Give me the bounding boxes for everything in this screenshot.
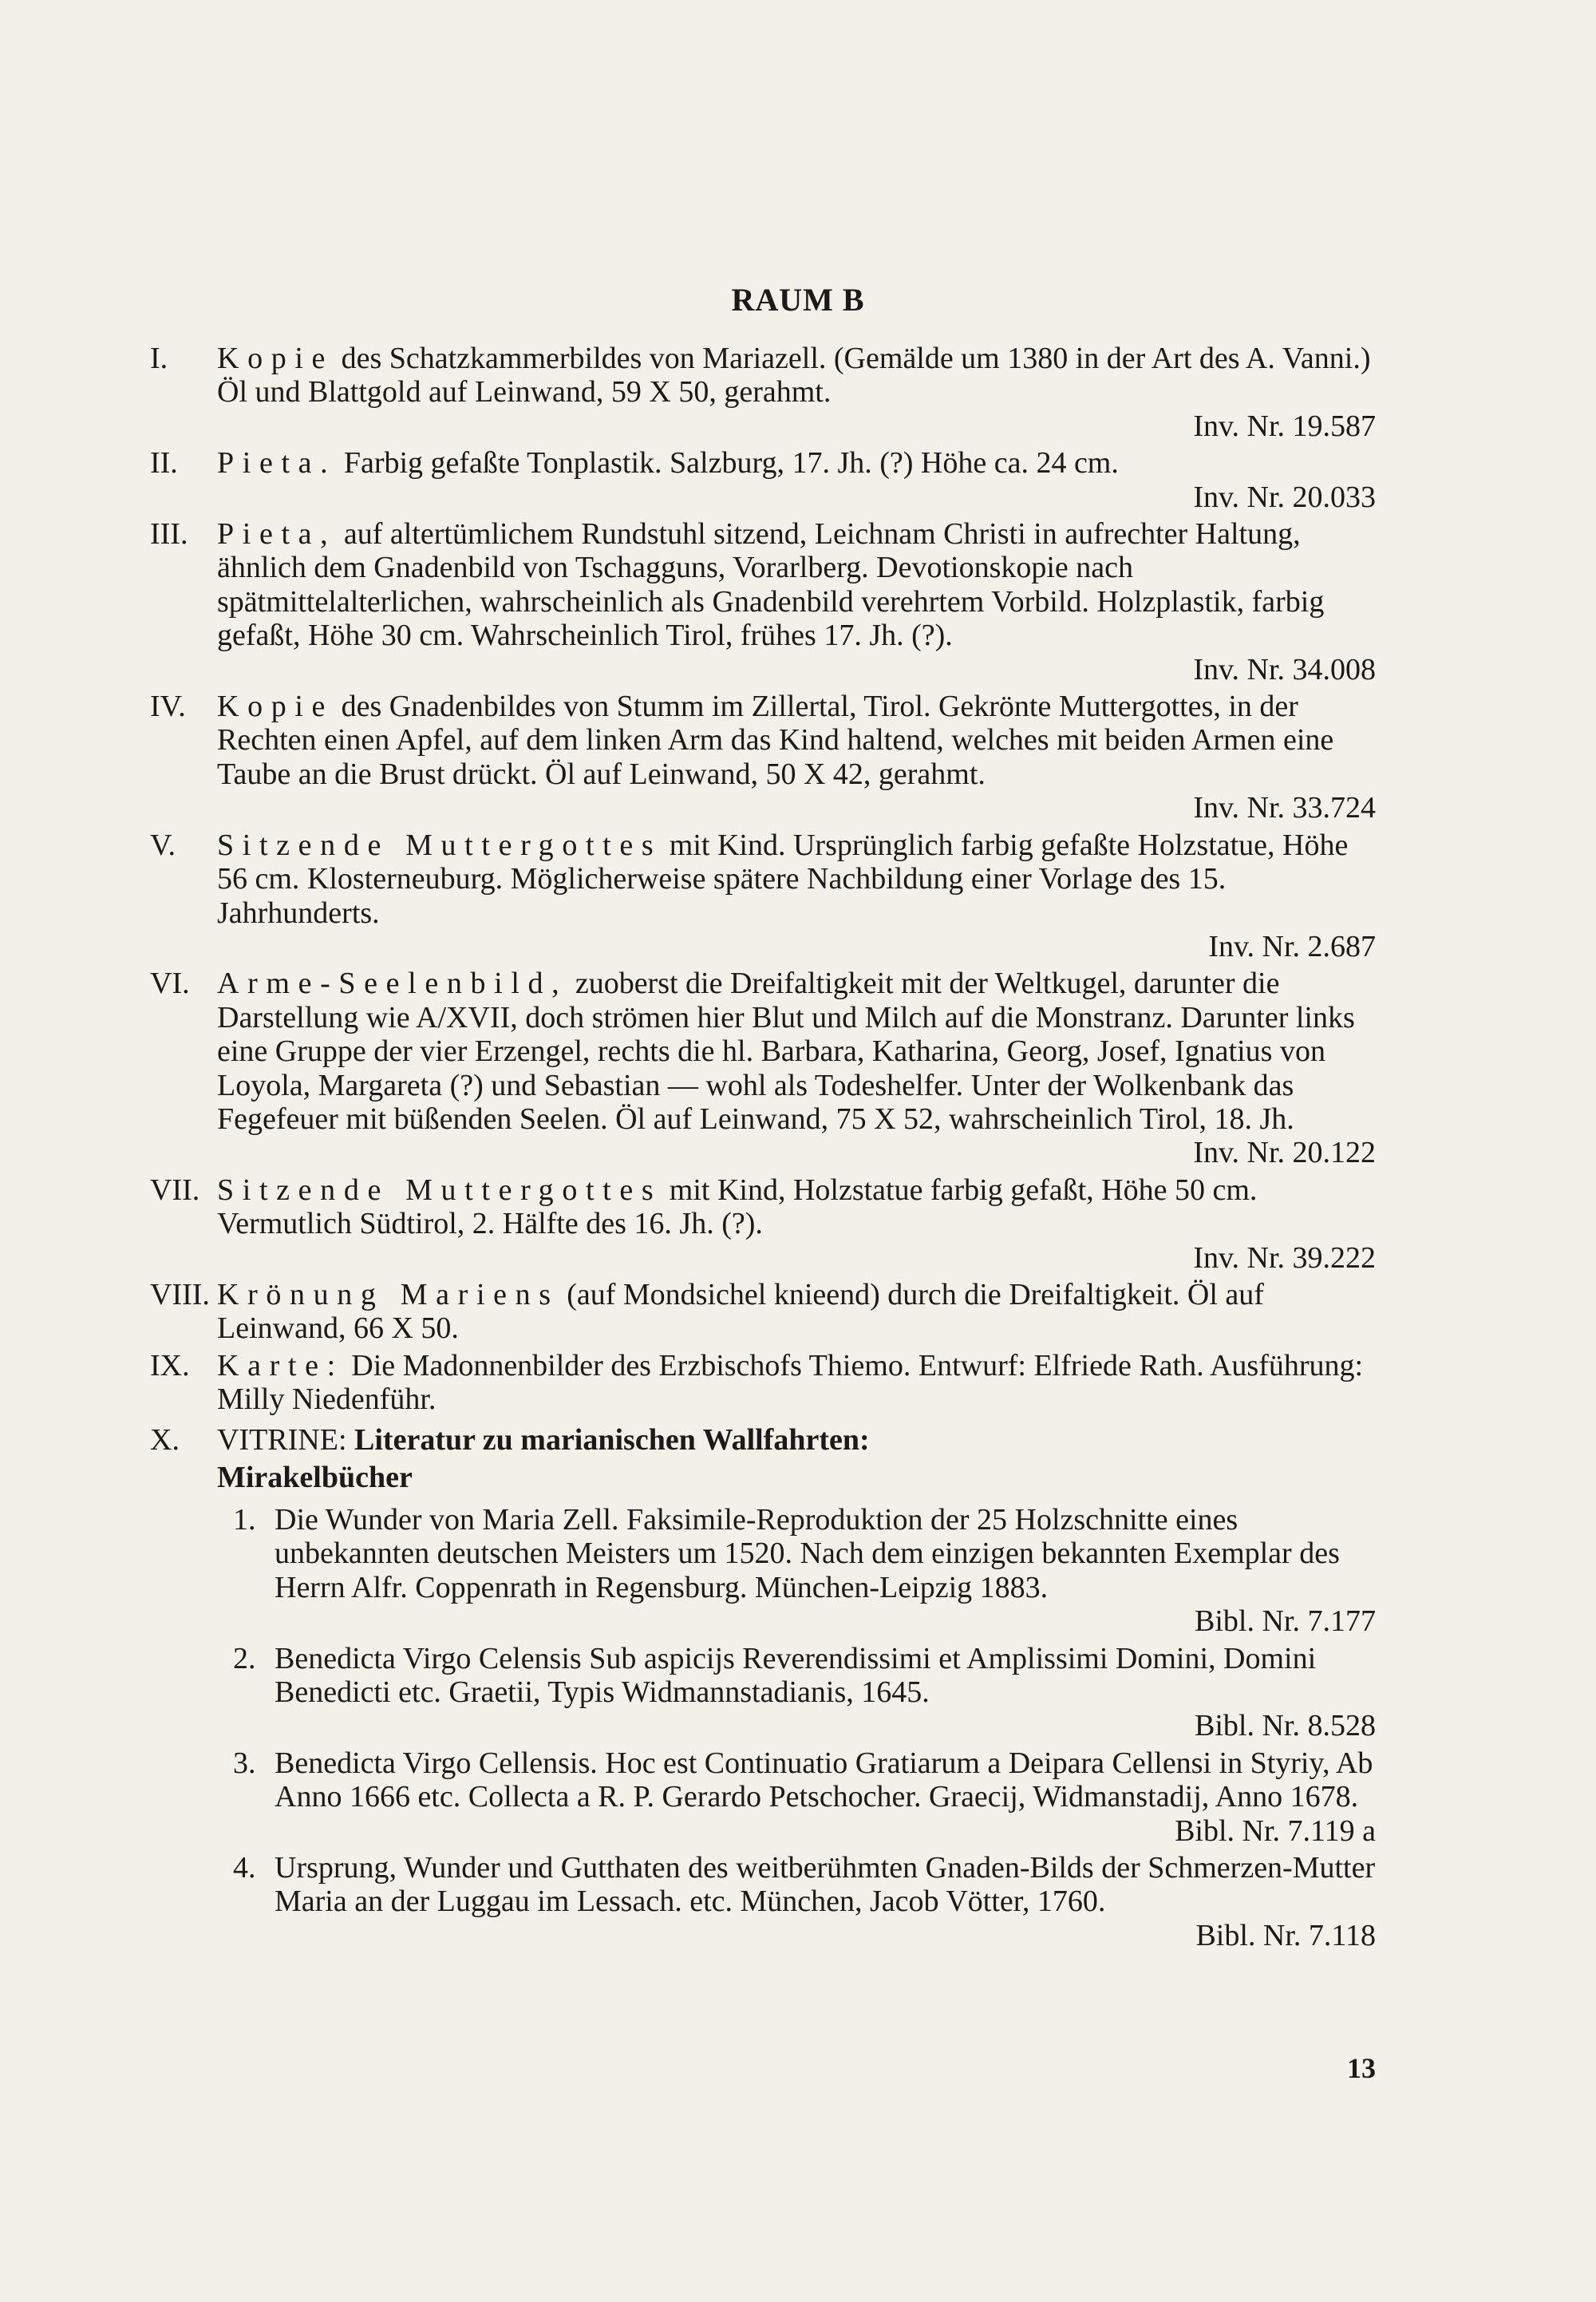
library-number: Bibl. Nr. 7.177 [1195, 1604, 1376, 1639]
entry-description: mit Kind, Holzstatue farbig gefaßt, Höhe 50 cm. Vermutlich Südtirol, 2. Hälfte des 16. Jh. (?). [217, 1173, 1258, 1241]
item-number: 3. [233, 1746, 256, 1780]
catalog-entry-2 [150, 446, 1376, 514]
entry-description: Die Madonnenbilder des Erzbischofs Thiemo. Entwurf: Elfriede Rath. Ausführung: Milly Niedenführ. [217, 1348, 1364, 1417]
catalog-entries [150, 342, 1376, 1956]
entry-description: des Gnadenbildes von Stumm im Zillertal, Tirol. Gekrönte Muttergottes, in der Rechten einen Apfel, auf dem linken Arm das Kind haltend, welches mit beiden Armen eine Taube an die Brust drückt. Öl auf Leinwand, 50 X 42, gerahmt. [217, 690, 1334, 791]
catalog-entry-3 [150, 517, 1376, 686]
vitrine-label: VITRINE: [217, 1422, 347, 1457]
catalog-entry-1 [150, 342, 1376, 443]
entry-number: IV. [150, 690, 186, 724]
item-text: Benedicta Virgo Celensis Sub aspicijs Reverendissimi et Amplissimi Domini, Domini Benedicti etc. Graetii, Typis Widmannstadianis, 1645. [275, 1641, 1317, 1710]
entry-description: auf altertümlichem Rundstuhl sitzend, Leichnam Christi in aufrechter Haltung, ähnlich dem Gnadenbild von Tschagguns, Vorarlberg. Devotionskopie nach spätmittelalterlichen, wahrscheinlich als Gnadenbild verehrtem Vorbild. Holzplastik, farbig gefaßt, Höhe 30 cm. Wahrscheinlich Tirol, frühes 17. Jh. (?). [217, 517, 1325, 653]
catalog-entry-4 [150, 690, 1376, 825]
entry-title: Arme-Seelenbild, [217, 967, 568, 1001]
entry-title: Kopie [217, 690, 334, 724]
entry-number: VIII. [150, 1277, 210, 1311]
page-number: 13 [1347, 2052, 1376, 2084]
catalog-entry-5 [150, 829, 1376, 964]
inventory-number: Inv. Nr. 39.222 [1193, 1240, 1376, 1275]
entry-description: mit Kind. Ursprünglich farbig gefaßte Holzstatue, Höhe 56 cm. Klosterneuburg. Möglicherweise spätere Nachbildung einer Vorlage des 15. Jahrhunderts. [217, 828, 1349, 930]
library-number: Bibl. Nr. 7.119 a [1175, 1814, 1376, 1848]
entry-description: (auf Mondsichel knieend) durch die Dreifaltigkeit. Öl auf Leinwand, 66 X 50. [217, 1277, 1264, 1346]
item-text: Benedicta Virgo Cellensis. Hoc est Continuatio Gratiarum a Deipara Cellensi in Styriy, Ab Anno 1666 etc. Collecta a R. P. Gerardo Petschocher. Graecij, Widmanstadij, Anno 1678. [275, 1746, 1373, 1814]
inventory-number: Inv. Nr. 20.033 [1193, 480, 1376, 514]
inventory-number: Inv. Nr. 34.008 [1193, 652, 1376, 686]
entry-number: IX. [150, 1348, 190, 1382]
entry-title: Pieta. [217, 446, 337, 481]
library-number: Bibl. Nr. 8.528 [1195, 1709, 1376, 1743]
catalog-entry-9 [150, 1349, 1376, 1417]
entry-number: V. [150, 828, 176, 862]
entry-description: des Schatzkammerbildes von Mariazell. (Gemälde um 1380 in der Art des A. Vanni.) Öl und Blattgold auf Leinwand, 59 X 50, gerahmt. [217, 342, 1371, 409]
literature-item-2 [233, 1642, 1376, 1743]
entry-number: III. [150, 517, 188, 552]
inventory-number: Inv. Nr. 19.587 [1193, 409, 1376, 443]
inventory-number: Inv. Nr. 20.122 [1193, 1136, 1376, 1170]
entry-title: Pieta, [217, 517, 337, 552]
item-number: 4. [233, 1851, 256, 1885]
vitrine-entry [150, 1423, 1376, 1457]
entry-number: II. [150, 446, 178, 481]
vitrine-subtitle: Mirakelbücher [217, 1461, 413, 1494]
inventory-number: Inv. Nr. 2.687 [1208, 929, 1376, 963]
inventory-number: Inv. Nr. 33.724 [1193, 791, 1376, 825]
literature-list [150, 1503, 1376, 1952]
entry-description: Farbig gefaßte Tonplastik. Salzburg, 17. Jh. (?) Höhe ca. 24 cm. [336, 446, 1119, 481]
item-text: Ursprung, Wunder und Gutthaten des weitberühmten Gnaden-Bilds der Schmerzen-Mutter Maria an der Luggau im Lessach. etc. München, Jacob Vötter, 1760. [275, 1851, 1376, 1919]
entry-title: Sitzende Muttergottes [217, 828, 662, 862]
item-number: 2. [233, 1641, 256, 1675]
entry-number: VII. [150, 1173, 200, 1207]
catalog-entry-8 [150, 1278, 1376, 1346]
library-number: Bibl. Nr. 7.118 [1195, 1918, 1376, 1952]
vitrine-title: Literatur zu marianischen Wallfahrten: [354, 1422, 870, 1457]
section-heading: RAUM B [731, 282, 865, 318]
entry-title: Karte: [217, 1348, 344, 1382]
literature-item-4 [233, 1851, 1376, 1952]
entry-description: zuoberst die Dreifaltigkeit mit der Weltkugel, darunter die Darstellung wie A/XVII, doch strömen hier Blut und Milch auf die Monstranz. Darunter links eine Gruppe der vier Erzengel, rechts die hl. Barbara, Katharina, Georg, Josef, Ignatius von Loyola, Margareta (?) und Sebastian — wohl als Todeshelfer. Unter der Wolkenbank das Fegefeuer mit büßenden Seelen. Öl auf Leinwand, 75 X 52, wahrscheinlich Tirol, 18. Jh. [217, 967, 1355, 1136]
entry-title: Kopie [217, 342, 334, 375]
entry-number: VI. [150, 967, 190, 1001]
catalog-entry-6 [150, 967, 1376, 1169]
catalog-entry-7 [150, 1173, 1376, 1275]
literature-item-3 [233, 1746, 1376, 1848]
entry-number: X. [150, 1422, 180, 1457]
item-text: Die Wunder von Maria Zell. Faksimile-Reproduktion der 25 Holzschnitte eines unbekannten deutschen Meisters um 1520. Nach dem einzigen bekannten Exemplar des Herrn Alfr. Coppenrath in Regensburg. München-Leipzig 1883. [275, 1503, 1340, 1604]
entry-number: I. [150, 342, 168, 375]
literature-item-1 [233, 1503, 1376, 1639]
entry-title: Krönung Mariens [217, 1277, 559, 1311]
entry-title: Sitzende Muttergottes [217, 1173, 662, 1207]
item-number: 1. [233, 1503, 256, 1537]
